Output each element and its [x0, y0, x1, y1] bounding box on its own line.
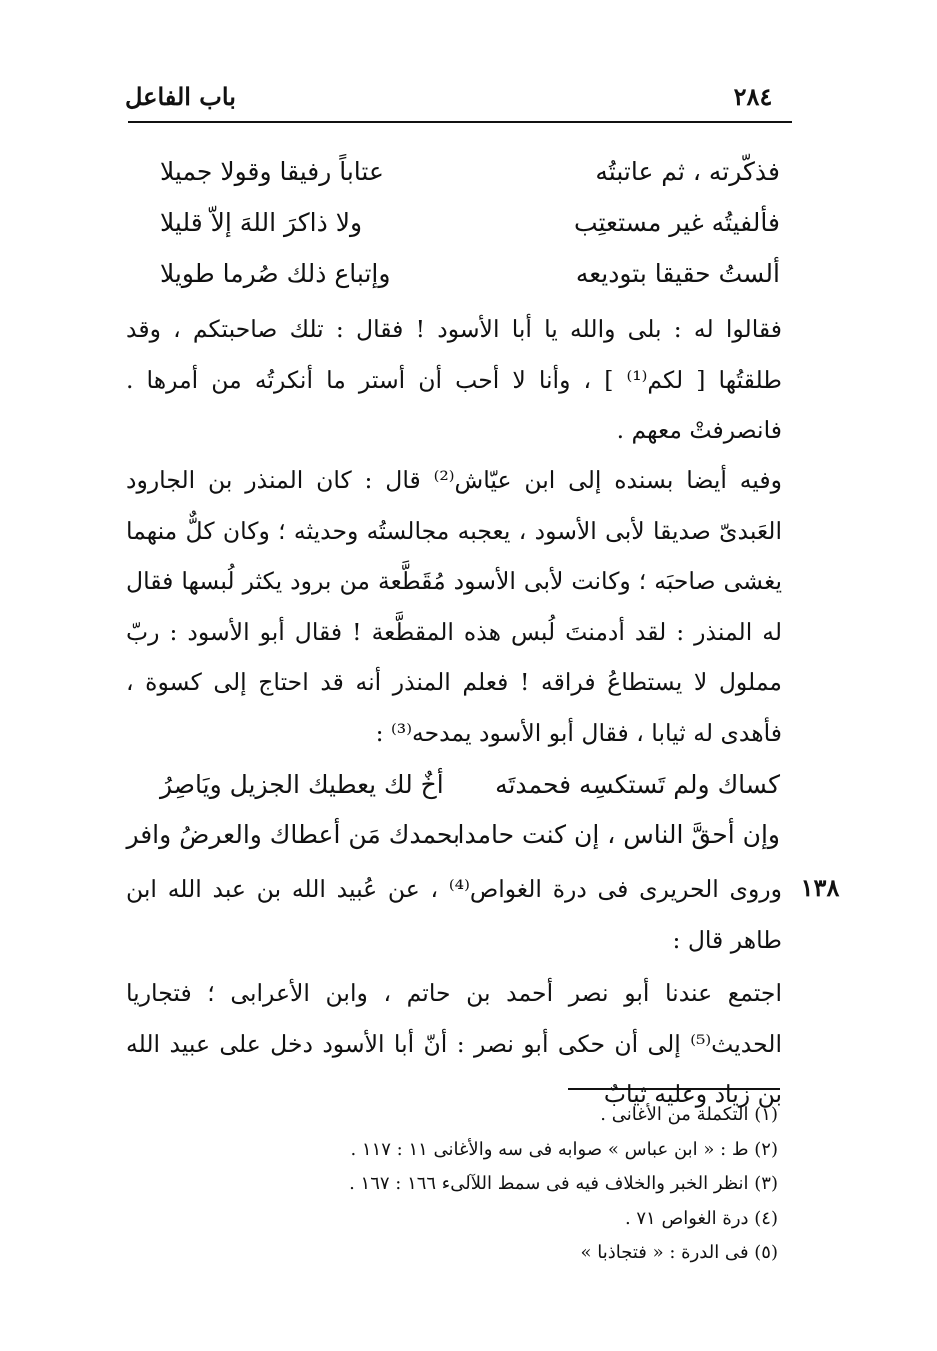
prose-block: [126, 864, 782, 965]
running-title: باب الفاعل: [125, 82, 236, 111]
verse-hemistich-first: فذكّرته ، ثم عاتبتُه: [595, 157, 780, 186]
prose-paragraph: وفيه أيضا بسنده إلى ابن عيّاش⁽²⁾ قال : كان المنذر بن الجارود العَبدىّ صديقا لأبى الأسود ، يعجبه مجالستُه وحديثه ؛ وكان كلٌّ منهما يغشى صاحبَه ؛ وكانت لأبى الأسود مُقَطَّعة من برود يكثر لُبسها فقال له المنذر : لقد أدمنتَ لُبس هذه المقطَّعة ! فقال أبو الأسود : ربّ مملول لا يستطاعُ فراقه ! فعلم المنذر أنه قد احتاج إلى كسوة ، فأهدى له ثيابا ، فقال أبو الأسود يمدحه⁽³⁾ :: [126, 466, 782, 747]
footnote-rule: [568, 1088, 780, 1090]
verse-hemistich-second: وإتباع ذلك صُرما طويلا: [160, 259, 391, 288]
verse-hemistich-second: ولا ذاكرَ اللهَ إلاّ قليلا: [160, 208, 363, 237]
prose-block: [126, 968, 782, 1120]
footnote: (١) التكملة من الأغانى .: [600, 1104, 778, 1125]
verse-hemistich-second: عتاباً رفيقا وقولا جميلا: [160, 157, 384, 186]
verse-hemistich-second: بحمدك مَن أعطاك والعرضُ وافر: [126, 820, 460, 849]
footnote: (٤) درة الغواص ٧١ .: [624, 1207, 778, 1229]
prose-block: [126, 455, 782, 759]
verse-hemistich-first: كساك ولم تَستكسِه فحمدتَه: [495, 770, 780, 799]
verse-hemistich-second: أخٌ لك يعطيك الجزيل ويَاصِرُ: [160, 770, 444, 799]
verse-line: [160, 149, 780, 195]
page-number: ٢٨٤: [733, 82, 773, 111]
footnotes: [260, 1098, 778, 1271]
verse-hemistich-first: فألفيتُه غير مستعتِب: [573, 208, 780, 237]
prose-block: [126, 304, 782, 456]
verse-hemistich-first: وإن أحقَّ الناس ، إن كنت حامدا: [457, 820, 780, 849]
prose-paragraph: اجتمع عندنا أبو نصر أحمد بن حاتم ، وابن الأعرابى ؛ فتجاريا الحديث⁽⁵⁾ إلى أن حكى أبو نصر : أنّ أبا الأسود دخل على عبيد الله بن زياد وعليه ثيابٌ: [126, 979, 782, 1109]
prose-paragraph: فقالوا له : بلى والله يا أبا الأسود ! فقال : تلك صاحبتكم ، وقد طلقتُها [ لكم⁽¹⁾ ] ، وأنا لا أحب أن أستر ما أنكرتُه من أمرها . فانصرفتْ معهم .: [126, 315, 782, 445]
footnote: (٥) فى الدرة : « فتجاذبا »: [580, 1242, 778, 1263]
verse-line: [160, 762, 780, 808]
paragraph-number: ١٣٨: [800, 873, 840, 902]
prose-paragraph: وروى الحريرى فى درة الغواص⁽⁴⁾ ، عن عُبيد الله بن عبد الله ابن طاهر قال :: [126, 875, 782, 954]
footnote: (٢) ط : « ابن عباس » صوابه فى سه والأغانى ١١ : ١١٧ .: [350, 1138, 778, 1160]
footnote: (٣) انظر الخبر والخلاف فيه فى سمط اللآلىء ١٦٦ : ١٦٧ .: [349, 1173, 778, 1194]
verse-hemistich-first: ألستُ حقيقا بتوديعه: [575, 259, 780, 288]
verse-line: [160, 251, 780, 297]
verse-line: [160, 200, 780, 246]
verse-line: [126, 812, 780, 858]
header-rule: [128, 121, 792, 123]
